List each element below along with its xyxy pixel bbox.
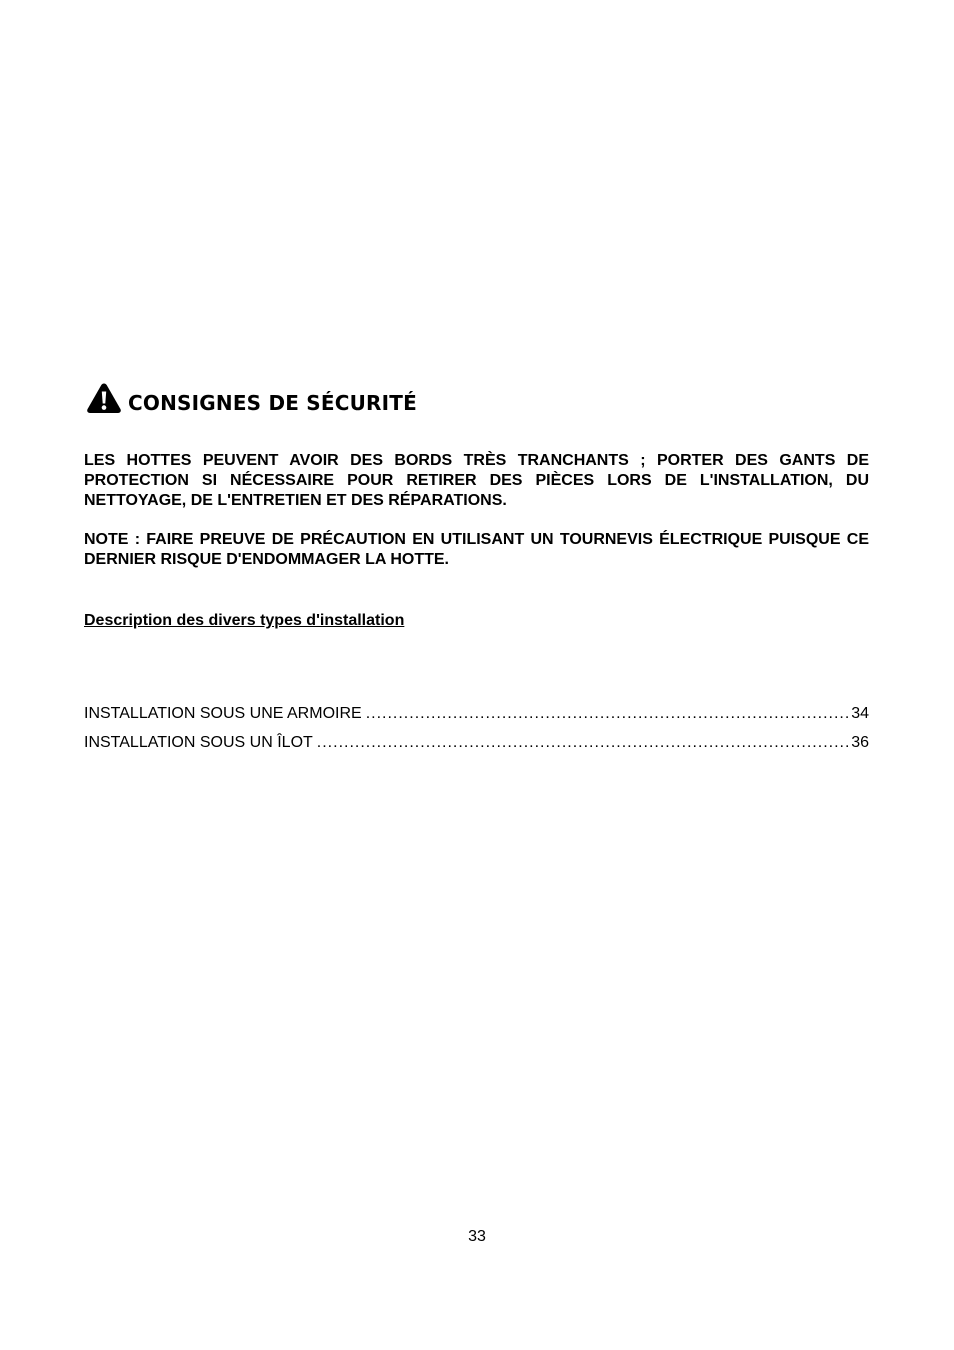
safety-warning-text: LES HOTTES PEUVENT AVOIR DES BORDS TRÈS TRANCHANTS ; PORTER DES GANTS DE PROTECTION SI NÉCESSAIRE POUR RETIRER DES PIÈCES LORS DE L'INSTALLATION, DU NETTOYAGE, DE L'ENTRETIEN ET DES RÉPARATIONS. — [84, 452, 869, 509]
toc-entry-page: 36 — [851, 734, 869, 751]
page-number: 33 — [468, 1228, 486, 1245]
toc-entry-label: INSTALLATION SOUS UNE ARMOIRE — [84, 705, 362, 722]
toc-entry-island[interactable] — [84, 733, 869, 762]
page-title: CONSIGNES DE SÉCURITÉ — [128, 391, 418, 415]
toc-leader-dots — [317, 733, 848, 753]
table-of-contents — [84, 704, 869, 762]
safety-heading — [86, 382, 417, 414]
toc-entry-label: INSTALLATION SOUS UN ÎLOT — [84, 734, 313, 751]
toc-entry-page: 34 — [851, 705, 869, 722]
toc-leader-dots — [366, 704, 849, 724]
safety-note-text: NOTE : FAIRE PREUVE DE PRÉCAUTION EN UTILISANT UN TOURNEVIS ÉLECTRIQUE PUISQUE CE DERNIER RISQUE D'ENDOMMAGER LA HOTTE. — [84, 531, 869, 568]
toc-entry-cabinet[interactable] — [84, 704, 869, 733]
warning-triangle-icon — [86, 382, 122, 414]
installation-types-heading[interactable]: Description des divers types d'installation — [84, 612, 405, 629]
